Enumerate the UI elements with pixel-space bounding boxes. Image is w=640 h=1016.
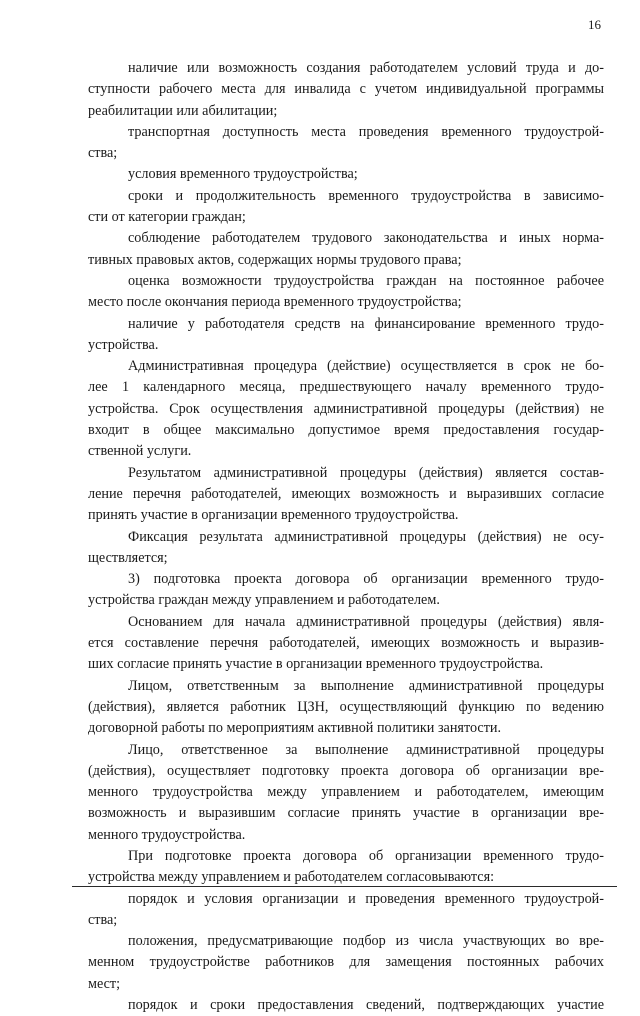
text-line: (действия), осуществляет подготовку проекта договора об организации вре- (88, 762, 604, 779)
text-line: ства; (88, 145, 118, 162)
bottom-rule (72, 886, 617, 887)
text-line: соблюдение работодателем трудового законодательства и иных норма- (128, 230, 604, 247)
text-line: договорной работы по мероприятиям активной политики занятости. (88, 720, 502, 737)
text-line: Административная процедура (действие) осуществляется в срок не бо- (128, 358, 604, 375)
text-line: менного трудоустройства между управлением и работодателем, имеющим (88, 784, 604, 801)
text-line: Лицо, ответственное за выполнение административной процедуры (128, 741, 604, 758)
text-line: порядок и сроки предоставления сведений, подтверждающих участие (128, 997, 604, 1014)
text-line: наличие или возможность создания работодателем условий труда и до- (128, 60, 604, 76)
text-line: ступности рабочего места для инвалида с учетом индивидуальной программы (88, 81, 604, 98)
text-line: положения, предусматривающие подбор из числа участвующих во вре- (128, 933, 604, 950)
text-line: ление перечня работодателей, имеющих возможность и выразивших согласие (88, 485, 604, 502)
text-line: устройства граждан между управлением и работодателем. (88, 592, 440, 609)
text-line: Результатом административной процедуры (действия) является состав- (128, 464, 604, 481)
text-line: Фиксация результата административной процедуры (действия) не осу- (128, 528, 604, 545)
text-line: сти от категории граждан; (88, 209, 246, 226)
text-line: лее 1 календарного месяца, предшествующего началу временного трудо- (88, 379, 604, 396)
text-line: наличие у работодателя средств на финансирование временного трудо- (128, 315, 604, 332)
text-line: ших согласие принять участие в организации временного трудоустройства. (88, 656, 544, 673)
text-line: возможность и выразившим согласие принять участие в организации вре- (88, 805, 604, 822)
text-line: 3) подготовка проекта договора об организации временного трудо- (128, 571, 604, 588)
text-line: ется составление перечня работодателей, имеющих возможность и выразив- (88, 635, 604, 652)
text-line: менного трудоустройства. (88, 826, 246, 843)
text-line: место после окончания периода временного трудоустройства; (88, 294, 462, 311)
text-line: (действия), является работник ЦЗН, осуществляющий функцию по ведению (88, 698, 604, 715)
text-line: Основанием для начала административной процедуры (действия) явля- (128, 613, 604, 630)
text-line: устройства. Срок осуществления административной процедуры (действия) не (88, 400, 604, 417)
text-line: ществляется; (88, 549, 168, 566)
text-line: входит в общее максимально допустимое время предоставления государ- (88, 422, 604, 439)
text-line: При подготовке проекта договора об организации временного трудо- (128, 847, 604, 864)
text-line: реабилитации или абилитации; (88, 102, 278, 119)
text-line: транспортная доступность места проведения временного трудоустрой- (128, 123, 604, 140)
text-line: устройства. (88, 336, 159, 353)
text-line: порядок и условия организации и проведения временного трудоустрой- (128, 890, 604, 907)
body-text (88, 58, 604, 1016)
page-number: 16 (588, 17, 601, 32)
text-line: ственной услуги. (88, 443, 192, 460)
text-line: Лицом, ответственным за выполнение административной процедуры (128, 677, 604, 694)
text-line: менном трудоустройстве работников для замещения постоянных рабочих (88, 954, 604, 971)
text-line: условия временного трудоустройства; (128, 166, 358, 183)
text-line: оценка возможности трудоустройства граждан на постоянное рабочее (128, 272, 604, 289)
text-line: устройства между управлением и работодателем согласовываются: (88, 869, 495, 886)
text-line: сроки и продолжительность временного трудоустройства в зависимо- (128, 187, 604, 204)
text-line: ства; (88, 911, 118, 928)
text-line: принять участие в организации временного трудоустройства. (88, 507, 459, 524)
text-line: мест; (88, 975, 121, 992)
text-line: тивных правовых актов, содержащих нормы трудового права; (88, 251, 462, 268)
